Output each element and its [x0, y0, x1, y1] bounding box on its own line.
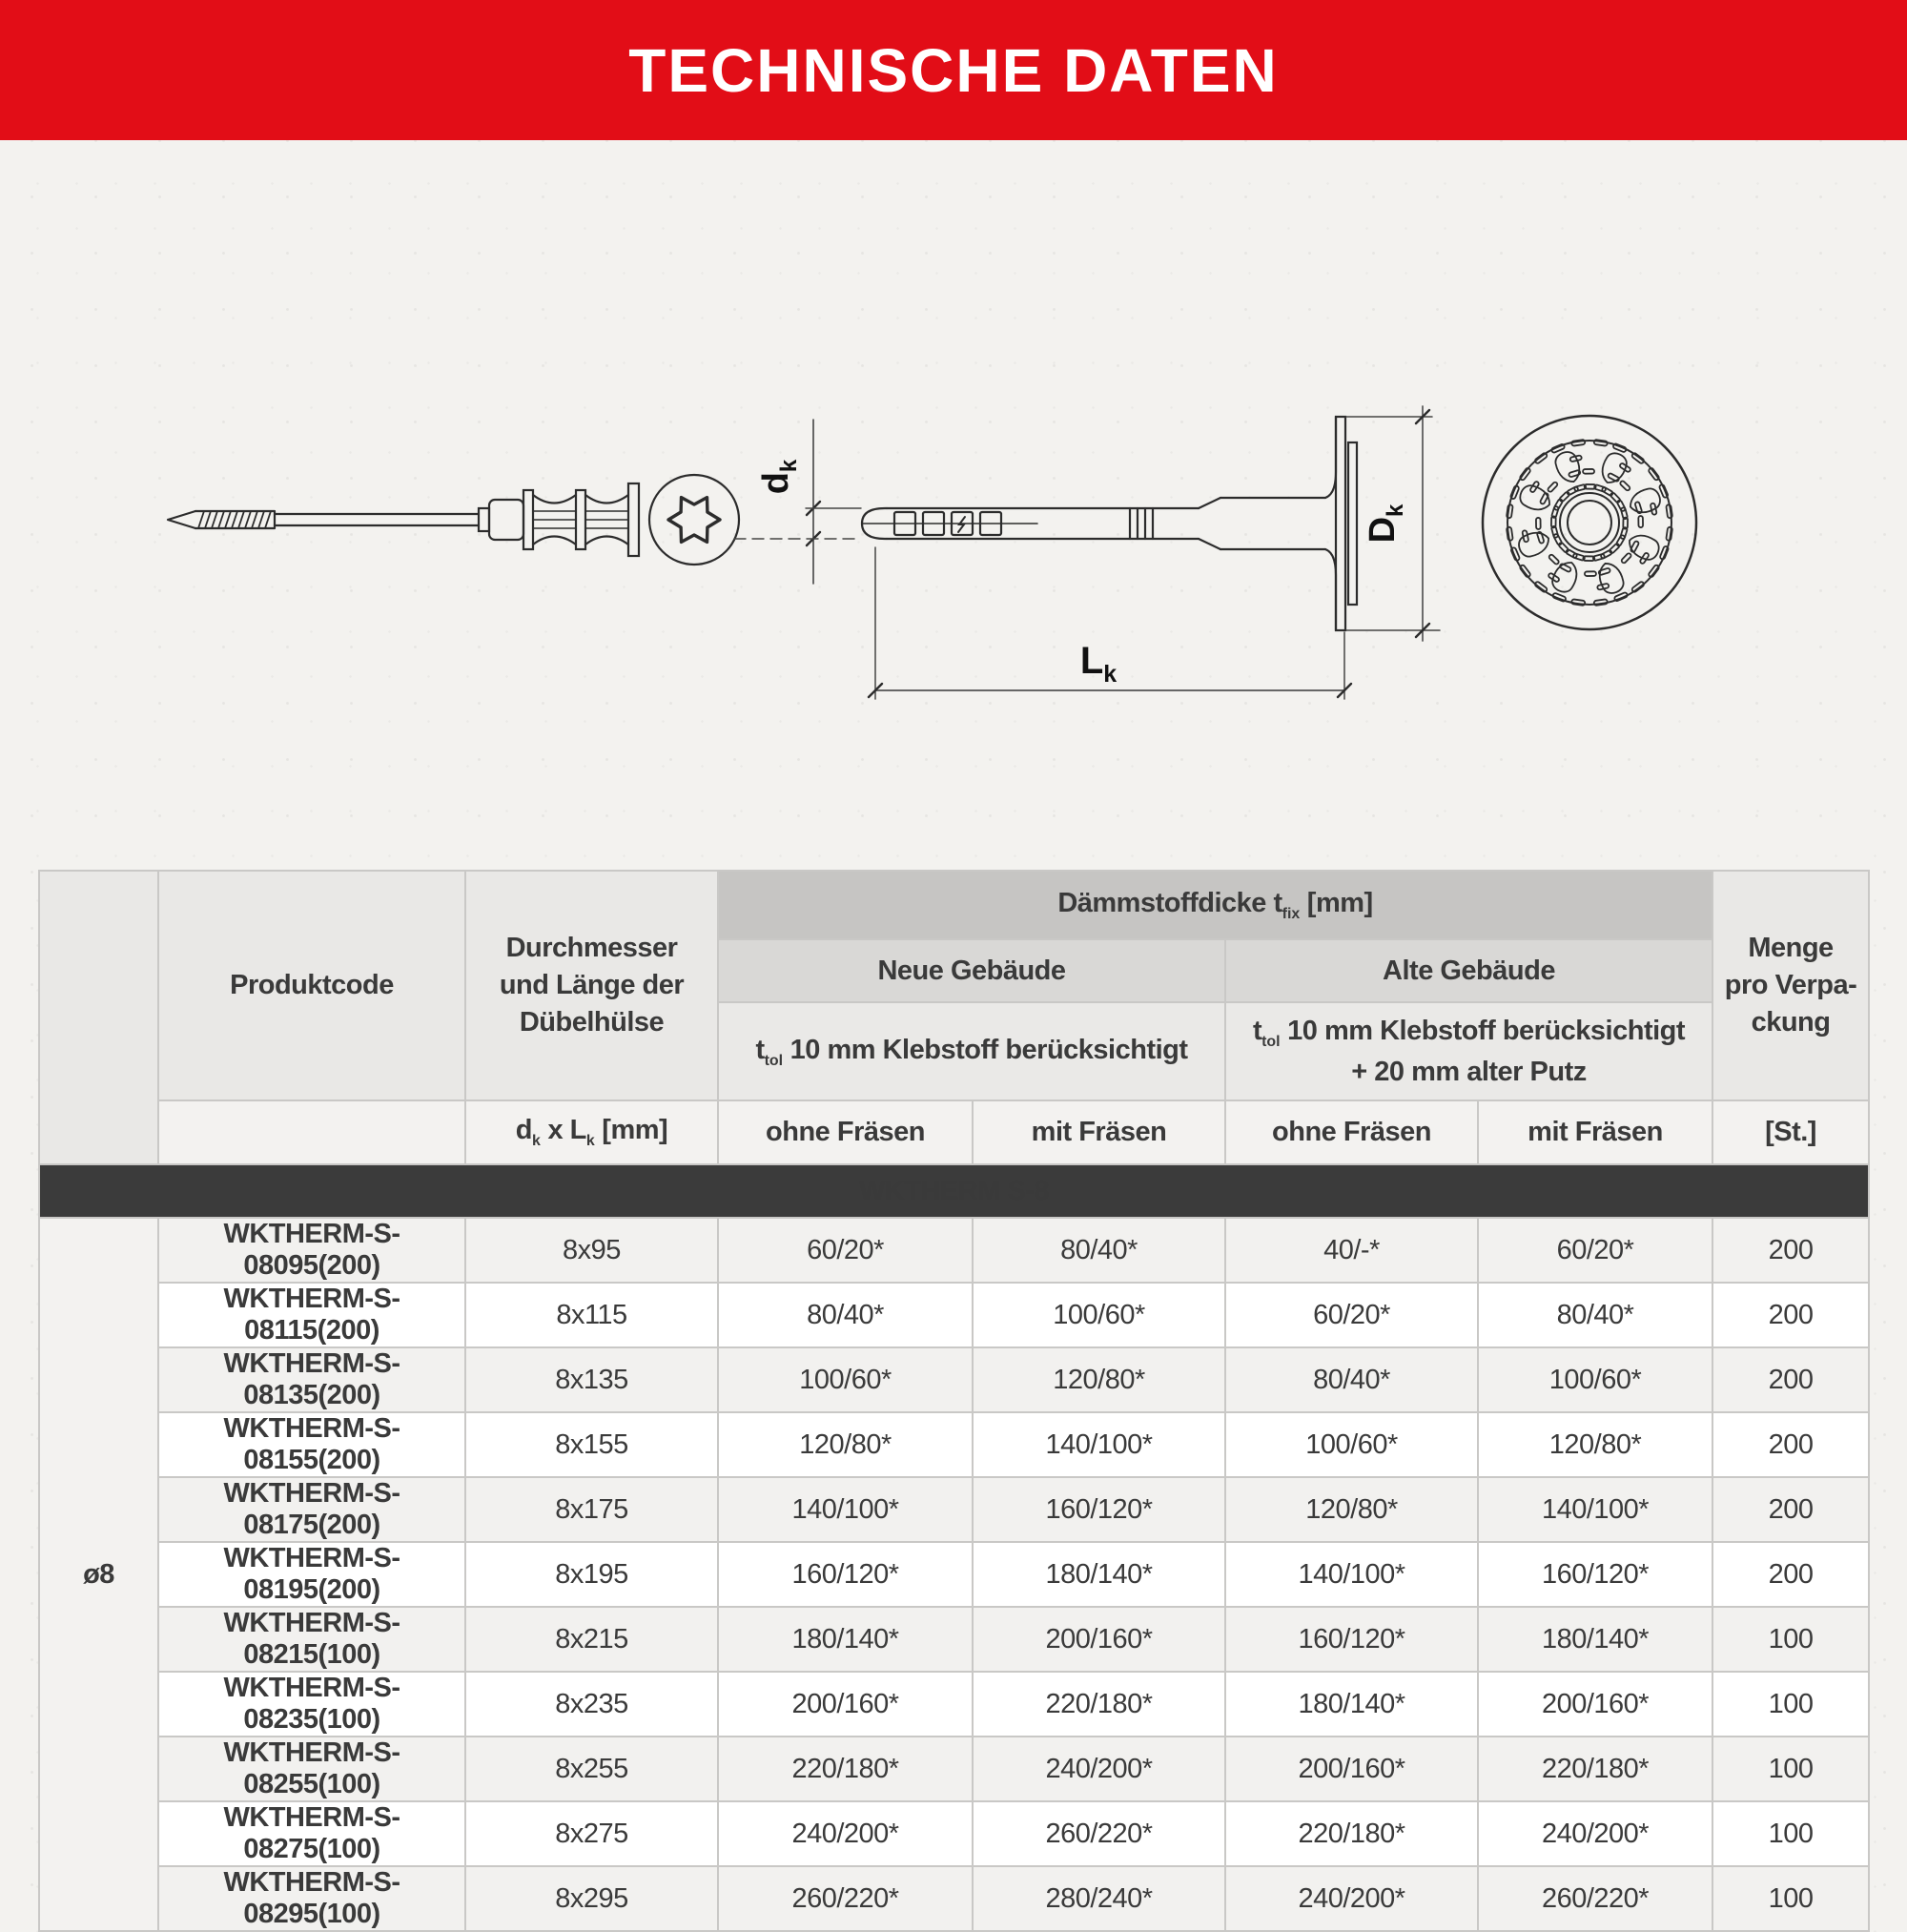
qty-cell: 200	[1712, 1412, 1869, 1477]
col-header-daemmstoffdicke: Dämmstoffdicke $t_{fix}$ [mm]	[718, 871, 1712, 939]
ag-ohne-cell: 60/20*	[1225, 1283, 1478, 1347]
size-cell: 8x135	[465, 1347, 718, 1412]
table-row	[39, 1412, 1869, 1477]
ng-mit-cell: 200/160*	[973, 1607, 1225, 1672]
product-code-cell: WKTHERM-S-08215(100)	[158, 1607, 465, 1672]
ng-ohne-cell: 220/180*	[718, 1737, 973, 1801]
product-code-cell: WKTHERM-S-08275(100)	[158, 1801, 465, 1866]
subheader-ag-ohne-fraesen: ohne Fräsen	[1225, 1100, 1478, 1164]
ag-mit-cell: 120/80*	[1478, 1412, 1712, 1477]
ng-mit-cell: 280/240*	[973, 1866, 1225, 1931]
page-title: TECHNISCHE DATEN	[628, 35, 1279, 105]
note-neue-gebaeude: $t_{tol}$ 10 mm Klebstoff berücksichtigt	[718, 1002, 1225, 1100]
ng-mit-cell: 220/180*	[973, 1672, 1225, 1737]
ag-ohne-cell: 220/180*	[1225, 1801, 1478, 1866]
product-code-cell: WKTHERM-S-08235(100)	[158, 1672, 465, 1737]
plate-front-view	[1483, 416, 1696, 629]
Lk-label: $L_k$	[1079, 640, 1118, 688]
qty-cell: 100	[1712, 1737, 1869, 1801]
size-cell: 8x95	[465, 1218, 718, 1283]
product-code-cell: WKTHERM-S-08155(200)	[158, 1412, 465, 1477]
dk-label: $d_k$	[756, 459, 802, 495]
ng-ohne-cell: 140/100*	[718, 1477, 973, 1542]
ng-mit-cell: 140/100*	[973, 1412, 1225, 1477]
ng-mit-cell: 240/200*	[973, 1737, 1225, 1801]
ag-mit-cell: 220/180*	[1478, 1737, 1712, 1801]
ng-mit-cell: 120/80*	[973, 1347, 1225, 1412]
ng-ohne-cell: 200/160*	[718, 1672, 973, 1737]
qty-cell: 100	[1712, 1672, 1869, 1737]
ag-mit-cell: 80/40*	[1478, 1283, 1712, 1347]
table-row	[39, 1607, 1869, 1672]
size-cell: 8x215	[465, 1607, 718, 1672]
ng-mit-cell: 80/40*	[973, 1218, 1225, 1283]
qty-cell: 100	[1712, 1801, 1869, 1866]
dk-dimension	[734, 420, 861, 584]
durchmesser-line: Durchmesser	[505, 932, 678, 963]
product-code-cell: WKTHERM-S-08255(100)	[158, 1737, 465, 1801]
ag-mit-cell: 200/160*	[1478, 1672, 1712, 1737]
col-header-neue-gebaeude: Neue Gebäude	[718, 939, 1225, 1002]
screw-head-torx-view	[649, 475, 739, 565]
ng-mit-cell: 160/120*	[973, 1477, 1225, 1542]
col-header-alte-gebaeude: Alte Gebäude	[1225, 939, 1712, 1002]
size-cell: 8x155	[465, 1412, 718, 1477]
technical-drawing	[0, 0, 1907, 870]
table-row	[39, 1283, 1869, 1347]
corner-cell	[39, 871, 158, 1164]
dowel-side-view	[862, 417, 1357, 630]
ag-mit-cell: 60/20*	[1478, 1218, 1712, 1283]
Dk-label: $D_k$	[1363, 504, 1408, 544]
ag-ohne-cell: 140/100*	[1225, 1542, 1478, 1607]
empty-subheader-cell	[158, 1100, 465, 1164]
qty-cell: 100	[1712, 1866, 1869, 1931]
durchmesser-line: Dübelhülse	[519, 1007, 665, 1038]
qty-cell: 100	[1712, 1607, 1869, 1672]
ng-ohne-cell: 80/40*	[718, 1283, 973, 1347]
product-code-cell: WKTHERM-S-08135(200)	[158, 1347, 465, 1412]
ag-mit-cell: 180/140*	[1478, 1607, 1712, 1672]
size-cell: 8x295	[465, 1866, 718, 1931]
ag-ohne-cell: 80/40*	[1225, 1347, 1478, 1412]
ng-mit-cell: 180/140*	[973, 1542, 1225, 1607]
table-row	[39, 1672, 1869, 1737]
product-code-cell: WKTHERM-S-08195(200)	[158, 1542, 465, 1607]
ag-ohne-cell: 40/-*	[1225, 1218, 1478, 1283]
product-code-cell: WKTHERM-S-08095(200)	[158, 1218, 465, 1283]
size-cell: 8x195	[465, 1542, 718, 1607]
ag-mit-cell: 100/60*	[1478, 1347, 1712, 1412]
product-code-cell: WKTHERM-S-08295(100)	[158, 1866, 465, 1931]
ng-ohne-cell: 180/140*	[718, 1607, 973, 1672]
ag-mit-cell: 240/200*	[1478, 1801, 1712, 1866]
screw-side-view	[168, 483, 639, 556]
ng-ohne-cell: 120/80*	[718, 1412, 973, 1477]
subheader-ng-ohne-fraesen: ohne Fräsen	[718, 1100, 973, 1164]
qty-cell: 200	[1712, 1218, 1869, 1283]
qty-cell: 200	[1712, 1477, 1869, 1542]
technical-data-table	[38, 870, 1870, 1932]
size-cell: 8x115	[465, 1283, 718, 1347]
subheader-ng-mit-fraesen: mit Fräsen	[973, 1100, 1225, 1164]
table-row	[39, 1542, 1869, 1607]
ng-ohne-cell: 240/200*	[718, 1801, 973, 1866]
table-row	[39, 1866, 1869, 1931]
subheader-dk-lk: $d_k$ x $L_k$ [mm]	[465, 1100, 718, 1164]
ag-mit-cell: 160/120*	[1478, 1542, 1712, 1607]
size-cell: 8x275	[465, 1801, 718, 1866]
table-row	[39, 1801, 1869, 1866]
subheader-ag-mit-fraesen: mit Fräsen	[1478, 1100, 1712, 1164]
size-cell: 8x235	[465, 1672, 718, 1737]
Dk-dimension	[1346, 406, 1440, 641]
ng-mit-cell: 100/60*	[973, 1283, 1225, 1347]
ag-ohne-cell: 200/160*	[1225, 1737, 1478, 1801]
ng-ohne-cell: 260/220*	[718, 1866, 973, 1931]
menge-line: Menge	[1748, 932, 1834, 963]
subheader-stueck: [St.]	[1712, 1100, 1869, 1164]
col-header-produktcode: Produktcode	[158, 871, 465, 1100]
ag-ohne-cell: 120/80*	[1225, 1477, 1478, 1542]
qty-cell: 200	[1712, 1347, 1869, 1412]
ag-mit-cell: 260/220*	[1478, 1866, 1712, 1931]
size-cell: 8x175	[465, 1477, 718, 1542]
durchmesser-line: und Länge der	[499, 969, 685, 1000]
Lk-dimension	[869, 547, 1351, 699]
menge-line: pro Verpa-	[1724, 969, 1857, 1000]
product-code-cell: WKTHERM-S-08115(200)	[158, 1283, 465, 1347]
note-alte-gebaeude: $t_{tol}$ 10 mm Klebstoff berücksichtigt + 20 mm alter Putz	[1225, 1002, 1712, 1100]
note-alte-line2: + 20 mm alter Putz	[1351, 1056, 1587, 1087]
qty-cell: 200	[1712, 1542, 1869, 1607]
ng-mit-cell: 260/220*	[973, 1801, 1225, 1866]
ag-mit-cell: 140/100*	[1478, 1477, 1712, 1542]
product-code-cell: WKTHERM-S-08175(200)	[158, 1477, 465, 1542]
col-header-durchmesser	[465, 871, 718, 1100]
table-row	[39, 1737, 1869, 1801]
ag-ohne-cell: 100/60*	[1225, 1412, 1478, 1477]
ag-ohne-cell: 160/120*	[1225, 1607, 1478, 1672]
menge-line: ckung	[1751, 1007, 1831, 1038]
col-header-menge	[1712, 871, 1869, 1100]
ng-ohne-cell: 160/120*	[718, 1542, 973, 1607]
ag-ohne-cell: 240/200*	[1225, 1866, 1478, 1931]
ng-ohne-cell: 100/60*	[718, 1347, 973, 1412]
table-row	[39, 1477, 1869, 1542]
qty-cell: 200	[1712, 1283, 1869, 1347]
size-cell: 8x255	[465, 1737, 718, 1801]
ag-ohne-cell: 180/140*	[1225, 1672, 1478, 1737]
diameter-label: ø8	[39, 1218, 158, 1931]
table-row	[39, 1347, 1869, 1412]
table-row	[39, 1218, 1869, 1283]
product-group-band: WKTHERM S-8	[39, 1164, 1869, 1218]
ng-ohne-cell: 60/20*	[718, 1218, 973, 1283]
